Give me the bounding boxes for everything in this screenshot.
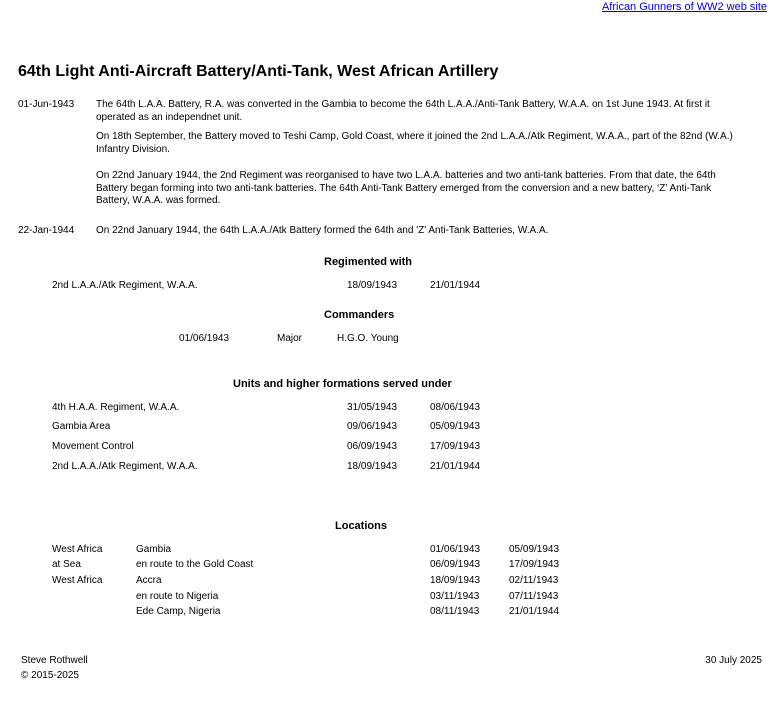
from-date: 08/11/1943 [430, 606, 480, 617]
location-place: Gambia [136, 544, 172, 555]
entry-paragraph: On 22nd January 1944, the 2nd Regiment was reorganised to have two L.A.A. batteries and two anti-tank batteries. From that date, the 64th Battery began forming into two anti-tank batteries. The 64th Anti-Tank Battery emerged from the conversion and a new battery, ‘Z’ Anti-Tank Battery, W.A.A. was formed. [96, 170, 716, 206]
entry-date: 22-Jan-1944 [18, 225, 75, 236]
to-date: 21/01/1944 [509, 606, 560, 617]
entry-date: 01-Jun-1943 [18, 99, 75, 110]
to-date: 02/11/1943 [509, 575, 559, 586]
location-region: West Africa [52, 544, 103, 555]
footer-date: 30 July 2025 [705, 655, 762, 666]
from-date: 06/09/1943 [430, 559, 481, 570]
unit-name: 2nd L.A.A./Atk Regiment, W.A.A. [52, 280, 198, 291]
to-date: 17/09/1943 [430, 441, 481, 452]
unit-name: Movement Control [52, 441, 134, 452]
african-gunners-link[interactable]: African Gunners of WW2 web site [601, 1, 767, 13]
page-title: 64th Light Anti-Aircraft Battery/Anti-Tank, West African Artillery [18, 63, 499, 80]
footer-author: Steve Rothwell [21, 655, 88, 666]
commanders-heading: Commanders [324, 309, 395, 321]
unit-name: 4th H.A.A. Regiment, W.A.A. [52, 402, 180, 413]
commander-name: H.G.O. Young [337, 333, 399, 344]
location-region: West Africa [52, 575, 103, 586]
location-place: en route to the Gold Coast [136, 559, 254, 570]
to-date: 08/06/1943 [430, 402, 481, 413]
from-date: 18/09/1943 [347, 461, 398, 472]
to-date: 07/11/1943 [509, 591, 559, 602]
formations-heading: Units and higher formations served under [233, 378, 452, 390]
from-date: 06/09/1943 [347, 441, 398, 452]
from-date: 18/09/1943 [430, 575, 481, 586]
entry-paragraph: The 64th L.A.A. Battery, R.A. was converted in the Gambia to become the 64th L.A.A./Anti-Tank Battery, W.A.A. on 1st June 1943. At first it operated as an independnet unit. [96, 99, 710, 123]
locations-heading: Locations [335, 520, 387, 532]
from-date: 31/05/1943 [347, 402, 398, 413]
to-date: 21/01/1944 [430, 461, 481, 472]
location-place: Accra [136, 575, 162, 586]
from-date: 03/11/1943 [430, 591, 480, 602]
commander-rank: Major [277, 333, 303, 344]
regimented-heading: Regimented with [324, 256, 413, 268]
to-date: 05/09/1943 [430, 421, 481, 432]
location-place: Ede Camp, Nigeria [136, 606, 221, 617]
from-date: 09/06/1943 [347, 421, 398, 432]
location-region: at Sea [52, 559, 81, 570]
unit-name: 2nd L.A.A./Atk Regiment, W.A.A. [52, 461, 198, 472]
from-date: 01/06/1943 [430, 544, 481, 555]
entry-paragraph: On 18th September, the Battery moved to Teshi Camp, Gold Coast, where it joined the 2nd L.A.A./Atk Regiment, W.A.A., part of the 82nd (W.A.) Infantry Division. [96, 131, 733, 155]
to-date: 21/01/1944 [430, 280, 481, 291]
entry-paragraph: On 22nd January 1944, the 64th L.A.A./Atk Battery formed the 64th and 'Z' Anti-Tank Batteries, W.A.A. [96, 225, 549, 236]
unit-name: Gambia Area [52, 421, 111, 432]
to-date: 05/09/1943 [509, 544, 560, 555]
commander-date: 01/06/1943 [179, 333, 230, 344]
footer-copyright: © 2015-2025 [21, 670, 79, 681]
from-date: 18/09/1943 [347, 280, 398, 291]
to-date: 17/09/1943 [509, 559, 560, 570]
location-place: en route to Nigeria [136, 591, 219, 602]
